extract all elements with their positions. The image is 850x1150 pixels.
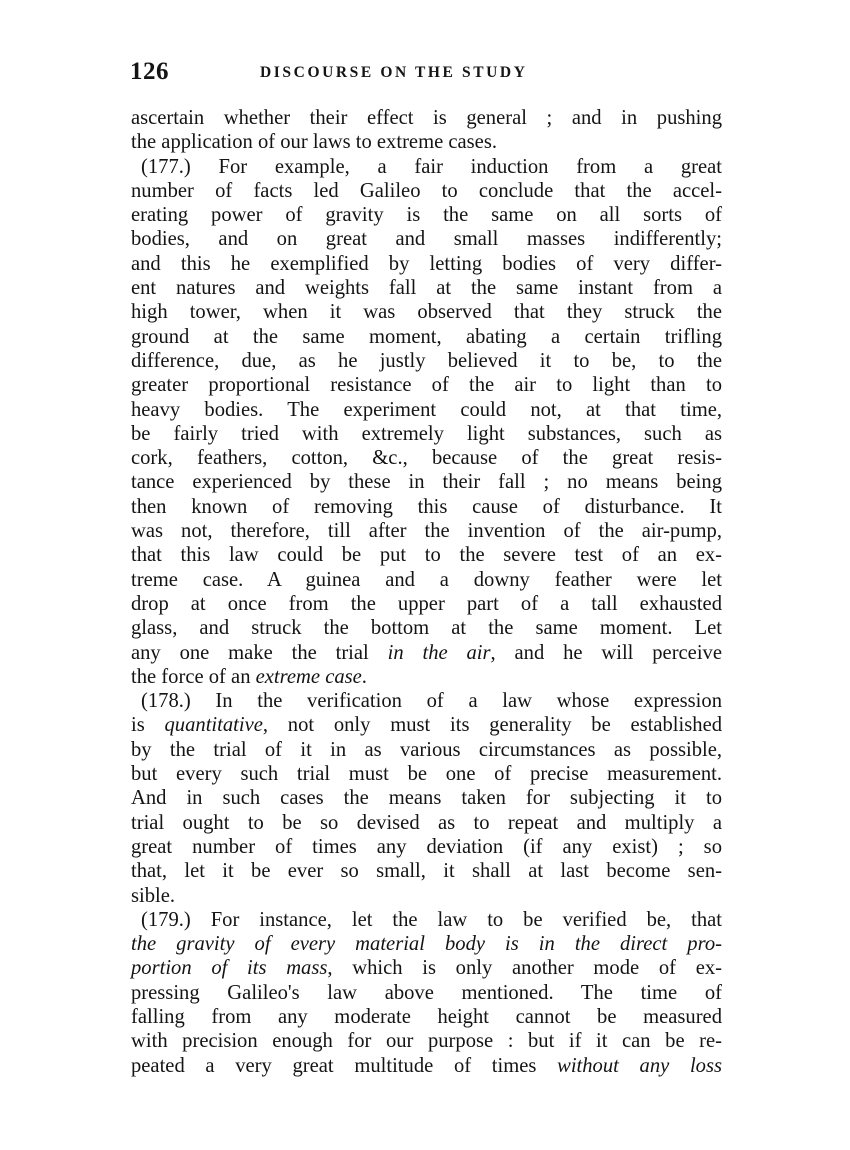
text-line: high tower, when it was observed that they struck the	[131, 301, 722, 324]
text-run: , not only must its generality be established	[262, 714, 723, 737]
text-line: trial ought to be so devised as to repeat and multiply a	[131, 811, 722, 834]
italic-text: portion of its mass	[131, 957, 328, 980]
text-run: , and he will perceive	[490, 641, 722, 664]
text-line: (177.) For example, a fair induction from a great	[141, 155, 722, 178]
text-line: be fairly tried with extremely light substances, such as	[131, 422, 722, 445]
text-line: drop at once from the upper part of a tall exhausted	[131, 592, 722, 615]
text-line: (178.) In the verification of a law whose expression	[141, 690, 722, 713]
text-line: then known of removing this cause of disturbance. It	[131, 495, 722, 518]
running-head: DISCOURSE ON THE STUDY	[260, 64, 528, 81]
page-header	[130, 58, 722, 92]
italic-text: in the air	[387, 641, 491, 664]
text-run: is	[131, 714, 165, 737]
text-line: erating power of gravity is the same on all sorts of	[131, 204, 722, 227]
text-line	[131, 932, 722, 956]
text-line: difference, due, as he justly believed it to be, to the	[131, 349, 722, 372]
text-line: glass, and struck the bottom at the same moment. Let	[131, 617, 722, 640]
text-line: tance experienced by these in their fall ; no means being	[131, 471, 722, 494]
text-line: but every such trial must be one of precise measurement.	[131, 763, 722, 786]
text-line: ascertain whether their effect is general ; and in pushing	[131, 107, 722, 129]
text-line: was not, therefore, till after the invention of the air-pump,	[131, 520, 722, 543]
text-line: cork, feathers, cotton, &c., because of the great resis-	[131, 447, 722, 470]
text-line: bodies, and on great and small masses indifferently;	[131, 228, 722, 251]
text-line: sible.	[131, 884, 176, 907]
text-line: ent natures and weights fall at the same instant from a	[131, 277, 722, 300]
text-run: the force of an	[131, 665, 256, 688]
text-line: the application of our laws to extreme cases.	[131, 131, 497, 154]
text-line: falling from any moderate height cannot be measured	[131, 1005, 722, 1028]
text-line: by the trial of it in as various circumstances as possible,	[131, 738, 722, 761]
text-line	[131, 713, 722, 737]
text-line: great number of times any deviation (if any exist) ; so	[131, 835, 722, 858]
text-line: that this law could be put to the severe test of an ex-	[131, 544, 722, 567]
italic-text: quantitative	[164, 714, 263, 737]
text-run: , which is only another mode of ex-	[327, 957, 722, 980]
text-line	[131, 956, 722, 980]
text-run: any one make the trial	[131, 641, 388, 664]
text-run: peated a very great multitude of times	[131, 1054, 558, 1077]
italic-text: the gravity of every material body is in the direct pro-	[131, 933, 722, 956]
text-run: .	[361, 665, 367, 688]
text-line: ground at the same moment, abating a certain trifling	[131, 325, 722, 348]
page-number: 126	[130, 58, 169, 85]
italic-text: without any loss	[557, 1054, 723, 1077]
text-line: number of facts led Galileo to conclude that the accel-	[131, 179, 722, 202]
text-line: heavy bodies. The experiment could not, at that time,	[131, 398, 722, 421]
body-text	[131, 106, 722, 1078]
text-line	[131, 1054, 722, 1078]
text-line: that, let it be ever so small, it shall at last become sen-	[131, 860, 722, 883]
text-line: with precision enough for our purpose : but if it can be re-	[131, 1030, 722, 1053]
text-line: And in such cases the means taken for subjecting it to	[131, 787, 722, 810]
italic-text: extreme case	[255, 665, 362, 688]
text-line	[131, 665, 722, 689]
text-line	[131, 641, 722, 665]
text-line: pressing Galileo's law above mentioned. The time of	[131, 981, 722, 1004]
text-line: treme case. A guinea and a downy feather were let	[131, 568, 722, 591]
text-line: and this he exemplified by letting bodies of very differ-	[131, 252, 722, 275]
text-line: (179.) For instance, let the law to be verified be, that	[141, 908, 722, 931]
text-line: greater proportional resistance of the air to light than to	[131, 374, 722, 397]
